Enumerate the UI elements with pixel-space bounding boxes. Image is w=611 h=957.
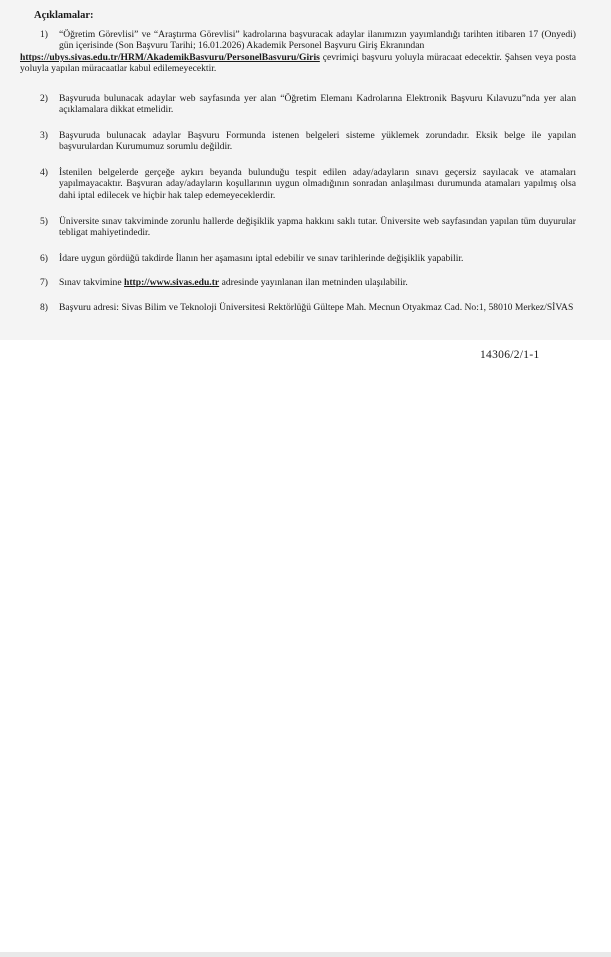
list-item-8 bbox=[20, 302, 576, 313]
announcement-sheet bbox=[0, 0, 611, 340]
item-number: 4) bbox=[40, 167, 48, 178]
item-text: İstenilen belgelerde gerçeğe aykırı beyanda bulunduğu tespit edilen aday/adayların sınavı geçersiz sayılacak ve atamaları yapılmayacaktır. Başvuran aday/adayların koşullarının uygun olmadığının sonradan anlaşılması durumunda atamaları yapılmış olsa dahi iptal edilecek ve hiçbir hak talep edemeyeceklerdir. bbox=[59, 167, 576, 201]
item-number: 7) bbox=[40, 277, 48, 288]
item-number: 1) bbox=[40, 29, 48, 40]
list-item-5 bbox=[20, 216, 576, 239]
item-text: İdare uygun gördüğü takdirde İlanın her aşamasını iptal edebilir ve sınav tarihlerinde değişiklik yapabilir. bbox=[59, 253, 464, 264]
item-number: 2) bbox=[40, 93, 48, 104]
bottom-divider bbox=[0, 952, 611, 957]
item-text bbox=[59, 277, 576, 288]
item-text: “Öğretim Görevlisi” ve “Araştırma Görevlisi” kadrolarına başvuracak adaylar ilanımızın yayımlandığı tarihten itibaren 17 (Onyedi) gün içerisinde (Son Başvuru Tarihi; 16.01.2026) Akademik Personel Başvuru Giriş Ekranından bbox=[59, 29, 576, 52]
item-text: Başvuru adresi: Sivas Bilim ve Teknoloji Üniversitesi Rektörlüğü Gültepe Mah. Mecnun Otyakmaz Cad. No:1, 58010 Merkez/SİVAS bbox=[59, 302, 574, 313]
list-item-7 bbox=[20, 277, 576, 288]
item-text: Başvuruda bulunacak adaylar web sayfasında yer alan “Öğretim Elemanı Kadrolarına Elektronik Başvuru Kılavuzu”nda yer alan açıklamalara dikkat etmelidir. bbox=[59, 93, 576, 116]
list-item-1 bbox=[20, 29, 576, 75]
list-item-4 bbox=[20, 167, 576, 201]
item-number: 3) bbox=[40, 130, 48, 141]
item-number: 8) bbox=[40, 302, 48, 313]
list-item-2 bbox=[20, 93, 576, 116]
university-website-link[interactable]: http://www.sivas.edu.tr bbox=[124, 277, 220, 288]
application-portal-link[interactable]: https://ubys.sivas.edu.tr/HRM/AkademikBasvuru/PersonelBasvuru/Giris bbox=[20, 51, 320, 63]
item-text-after-link: çevrimiçi başvuru yoluyla müracaat edecektir. Şahsen veya posta yoluyla yapılan müracaatlar kabul edilemeyecektir. bbox=[20, 51, 576, 75]
item-text: Üniversite sınav takviminde zorunlu hallerde değişiklik yapma hakkını saklı tutar. Üniversite web sayfasından yapılan tüm duyurular tebligat mahiyetindedir. bbox=[59, 216, 576, 239]
item-text-before-link: Sınav takvimine bbox=[59, 277, 125, 288]
list-item-3 bbox=[20, 130, 576, 153]
item-text-after-link: adresinde yayınlanan ilan metninden ulaşılabilir. bbox=[219, 277, 408, 288]
item-continuation bbox=[20, 52, 576, 75]
item-text: Başvuruda bulunacak adaylar Başvuru Formunda istenen belgeleri sisteme yüklemek zorundadır. Eksik belge ile yapılan başvurulardan Kurumumuz sorumlu değildir. bbox=[59, 130, 576, 153]
document-code: 14306/2/1-1 bbox=[480, 349, 540, 361]
item-number: 5) bbox=[40, 216, 48, 227]
item-number: 6) bbox=[40, 253, 48, 264]
explanations-heading: Açıklamalar: bbox=[34, 10, 94, 21]
list-item-6 bbox=[20, 253, 576, 264]
